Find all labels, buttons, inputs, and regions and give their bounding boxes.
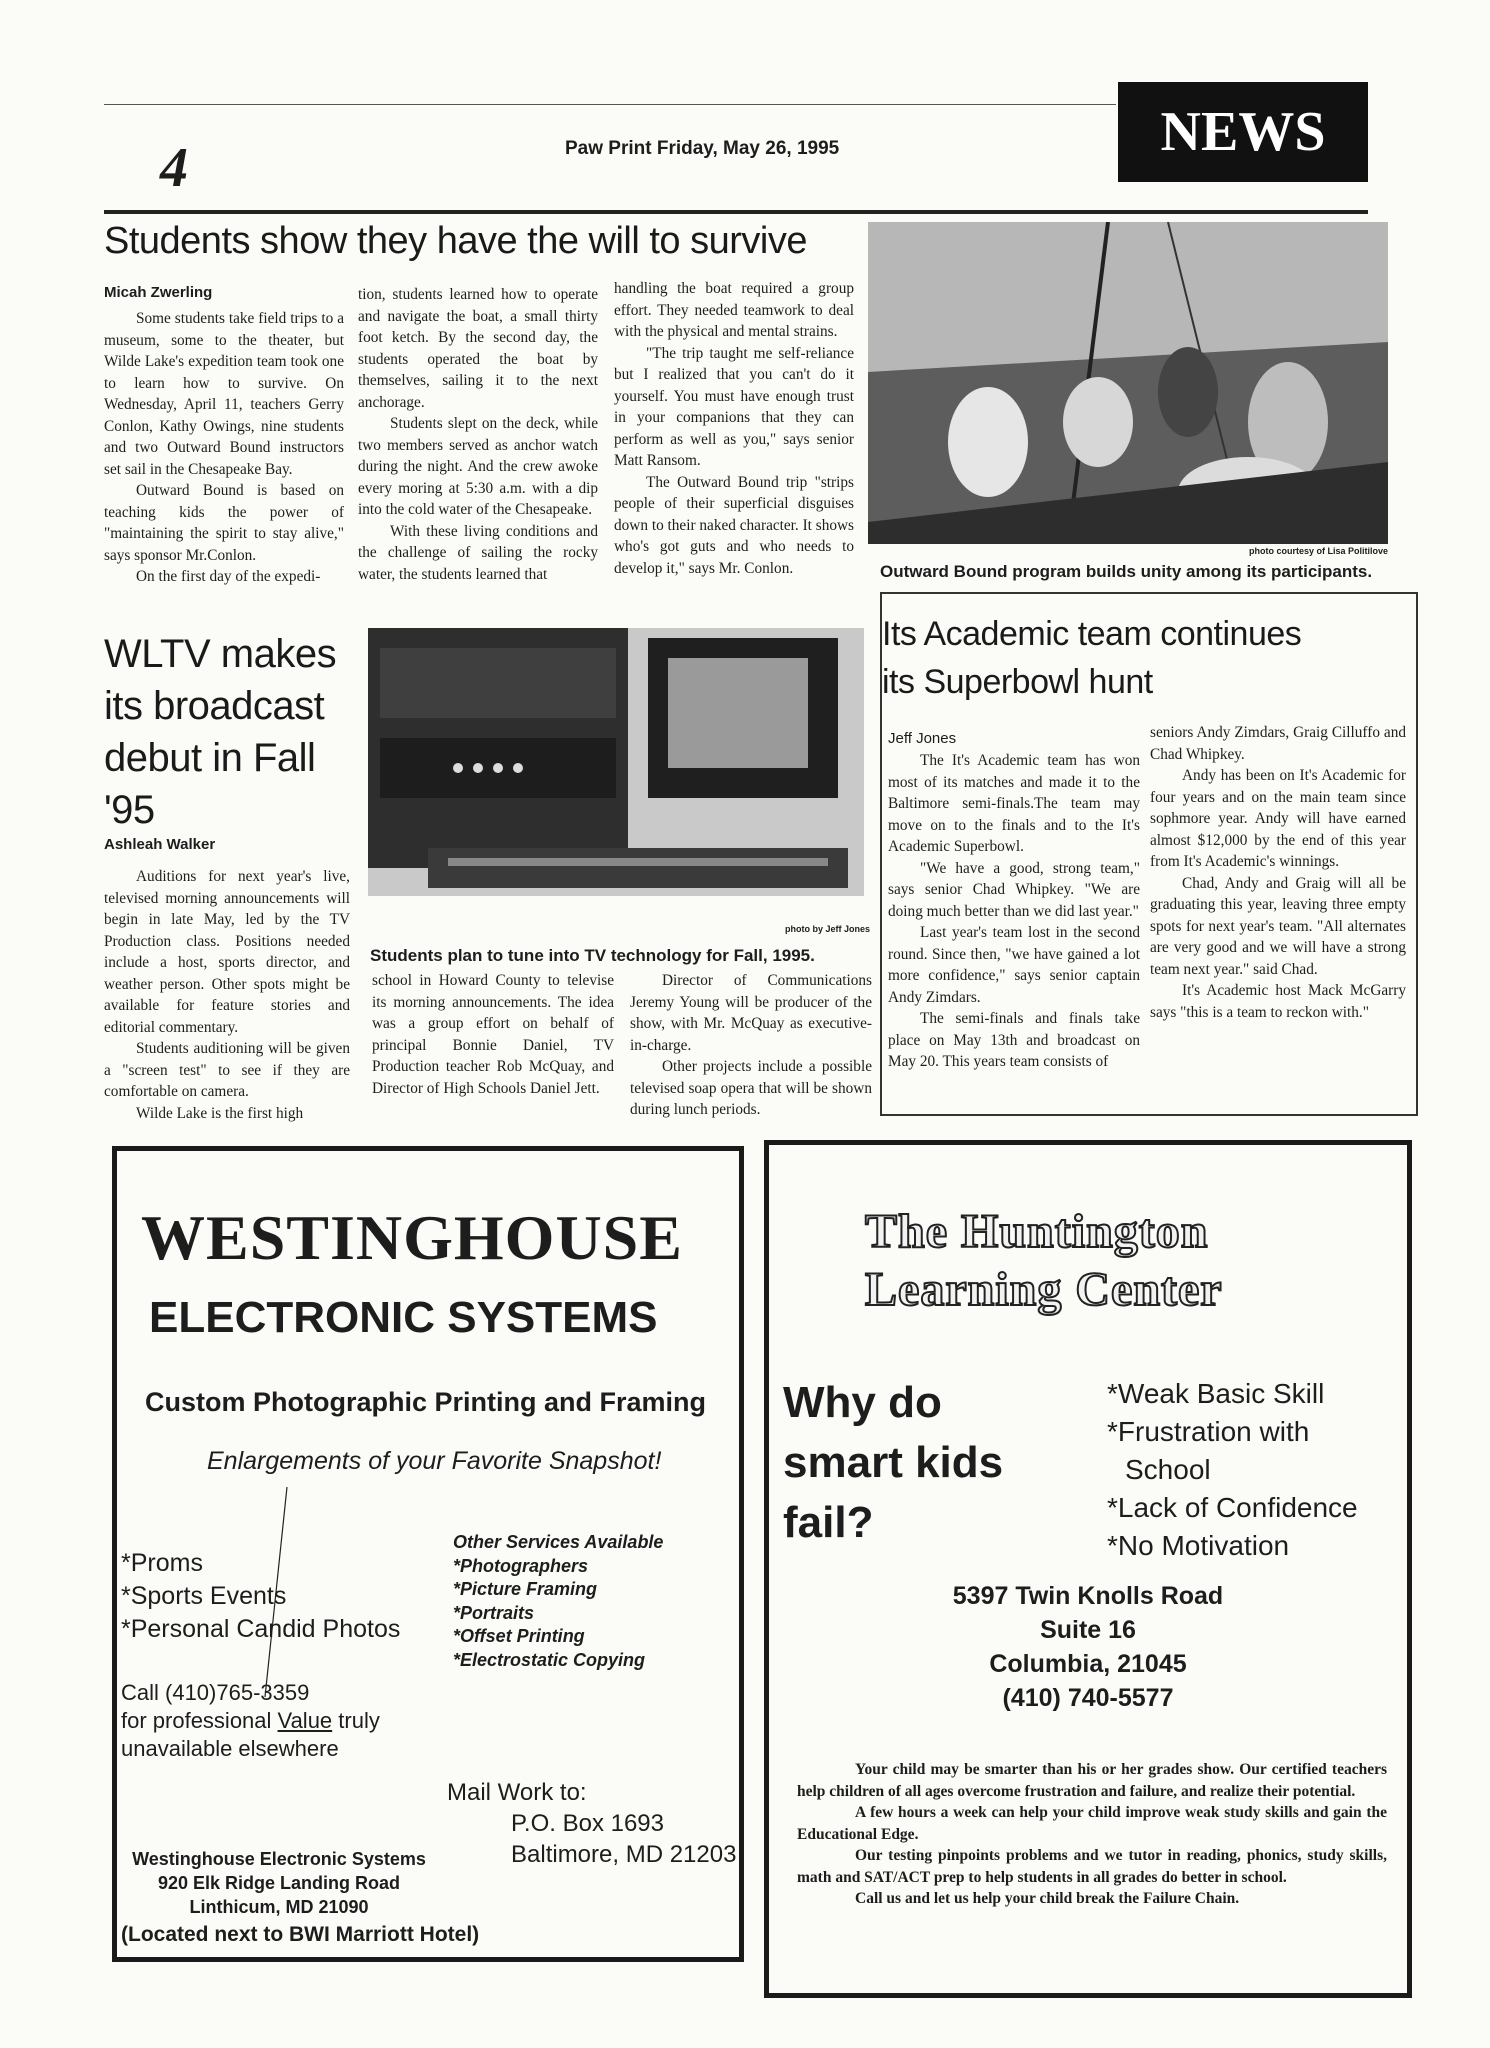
huntington-address xyxy=(769,1579,1407,1715)
westinghouse-mail xyxy=(447,1777,736,1870)
paragraph: "We have a good, strong team," says senior Chad Whipkey. "We are doing much better than we did last year." xyxy=(888,859,1140,920)
paragraph: With these living conditions and the challenge of sailing the rocky water, the students learned that xyxy=(358,522,598,583)
westinghouse-ad xyxy=(112,1146,744,1962)
story2-photo-credit: photo by Jeff Jones xyxy=(784,924,870,934)
address-line: Columbia, 21045 xyxy=(989,1650,1187,1678)
paragraph: Outward Bound is based on teaching kids the power of "maintaining the spirit to stay alive," says sponsor Mr.Conlon. xyxy=(104,482,344,564)
question-line: fail? xyxy=(783,1498,874,1547)
headline-line: WLTV makes xyxy=(104,632,337,676)
westinghouse-name: WESTINGHOUSE xyxy=(141,1202,683,1273)
question-line: smart kids xyxy=(783,1438,1004,1487)
huntington-ad xyxy=(764,1140,1412,1998)
other-service-item: *Electrostatic Copying xyxy=(453,1649,646,1670)
paragraph: Chad, Andy and Graig will all be graduating this year, leaving three empty spots for next year's team. "All alternates are very good and we will have a strong team next year." said Chad. xyxy=(1150,874,1406,978)
paragraph: Last year's team lost in the second round. Since then, "we have gained a lot more confidence," says senior captain Andy Zimdars. xyxy=(888,924,1140,1006)
westinghouse-services xyxy=(121,1547,400,1646)
paragraph: Your child may be smarter than his or her grades show. Our certified teachers help children of all ages overcome frustration and failure, and realize their potential. xyxy=(797,1761,1387,1800)
page-number: 4 xyxy=(160,137,188,199)
westinghouse-address xyxy=(129,1847,429,1919)
service-item: *Proms xyxy=(121,1549,203,1577)
paragraph: Auditions for next year's live, televised morning announcements will begin in late May, led by the TV Production class. Positions needed include a host, sports director, and weather person. Other spots might be available for feature stories and editorial commentary. xyxy=(104,868,350,1036)
westinghouse-tagline: Custom Photographic Printing and Framing xyxy=(145,1387,707,1417)
boat-photo-image xyxy=(868,222,1388,544)
other-services-title: Other Services Available xyxy=(453,1532,664,1552)
paragraph: The Outward Bound trip "strips people of their superficial disguises down to their naked character. It shows who's got guts and who needs to develop it," says Mr. Conlon. xyxy=(614,473,854,577)
story1-column-3 xyxy=(614,278,854,579)
story2-column-2 xyxy=(372,970,614,1099)
boat-photo xyxy=(868,222,1388,544)
story2-column-3 xyxy=(630,970,872,1121)
masthead: Paw Print Friday, May 26, 1995 xyxy=(565,138,840,159)
call-line-3: unavailable elsewhere xyxy=(121,1736,339,1761)
westinghouse-subname: ELECTRONIC SYSTEMS xyxy=(149,1293,658,1342)
story3-column-2 xyxy=(1150,722,1406,1023)
mail-label: Mail Work to: xyxy=(447,1779,587,1806)
other-service-item: *Portraits xyxy=(453,1602,535,1623)
story3-headline xyxy=(882,610,1301,706)
story2-caption: Students plan to tune into TV technology for Fall, 1995. xyxy=(370,946,815,965)
paragraph: "The trip taught me self-reliance but I realized that you can't do it yourself. You must have enough trust in your companions that they can perform as well as you," says senior Matt Ransom. xyxy=(614,344,854,469)
paragraph: school in Howard County to televise its morning announcements. The idea was a group effort on behalf of principal Bonnie Daniel, TV Production teacher Rob McQuay, and Director of High Schools Daniel Jett. xyxy=(372,972,614,1097)
headline-line: its broadcast xyxy=(104,684,325,728)
address-name: Westinghouse Electronic Systems xyxy=(132,1849,426,1869)
phone: (410) 740-5577 xyxy=(1002,1684,1174,1712)
story1-byline: Micah Zwerling xyxy=(104,284,213,301)
other-service-item: *Photographers xyxy=(453,1555,589,1576)
story2-byline: Ashleah Walker xyxy=(104,836,216,853)
mail-box: P.O. Box 1693 xyxy=(511,1810,664,1837)
headline-line: Its Academic team continues xyxy=(882,615,1302,653)
huntington-reasons xyxy=(1107,1375,1358,1565)
question-line: Why do xyxy=(783,1378,942,1427)
address-city: Linthicum, MD 21090 xyxy=(189,1897,369,1917)
paragraph: Director of Communications Jeremy Young will be producer of the show, with Mr. McQuay as executive-in-charge. xyxy=(630,972,872,1054)
story3-column-1 xyxy=(888,750,1140,1073)
story2-headline xyxy=(104,628,336,836)
reason-item: School xyxy=(1125,1454,1211,1485)
service-item: *Personal Candid Photos xyxy=(121,1615,401,1643)
reason-item: *No Motivation xyxy=(1107,1530,1290,1561)
westinghouse-call xyxy=(121,1679,380,1763)
paragraph: handling the boat required a group effort. They needed teamwork to deal with the physical and mental strains. xyxy=(614,280,854,340)
story1-headline: Students show they have the will to survive xyxy=(104,220,807,262)
paragraph: The It's Academic team has won most of its matches and made it to the Baltimore semi-finals.The team may move on to the finals and to the It's Academic Superbowl. xyxy=(888,752,1140,855)
paragraph: Other projects include a possible televised soap opera that will be shown during lunch periods. xyxy=(630,1058,872,1118)
headline-line: '95 xyxy=(104,788,155,832)
paragraph: Our testing pinpoints problems and we tutor in reading, phonics, study skills, math and SAT/ACT prep to help students in all grades do better in school. xyxy=(797,1847,1387,1886)
huntington-body xyxy=(797,1759,1387,1910)
address-line: 5397 Twin Knolls Road xyxy=(952,1582,1224,1610)
header-rule xyxy=(104,104,1116,105)
paragraph: Andy has been on It's Academic for four years and on the main team since sophmore year. Andy will have earned almost $12,000 by the end of this year from It's Academic's winnings. xyxy=(1150,767,1406,870)
reason-item: *Lack of Confidence xyxy=(1107,1492,1358,1523)
section-label: NEWS xyxy=(1118,82,1368,182)
call-line: Call (410)765-3359 xyxy=(121,1680,310,1705)
address-street: 920 Elk Ridge Landing Road xyxy=(157,1873,401,1893)
huntington-title xyxy=(865,1203,1223,1319)
paragraph: Some students take field trips to a museum, some to the theater, but Wilde Lake's expedition team took one to learn how to survive. On Wednesday, April 11, teachers Gerry Conlon, Kathy Owings, nine students and two Outward Bound instructors set sail in the Chesapeake Bay. xyxy=(104,310,344,478)
other-service-item: *Picture Framing xyxy=(453,1579,598,1599)
paragraph: Students auditioning will be given a "screen test" to see if they are comfortable on camera. xyxy=(104,1040,350,1100)
westinghouse-slogan: Enlargements of your Favorite Snapshot! xyxy=(207,1447,662,1475)
story1-column-1 xyxy=(104,308,344,588)
headline-line: debut in Fall xyxy=(104,736,316,780)
reason-item: *Weak Basic Skill xyxy=(1107,1378,1325,1409)
reason-item: *Frustration with xyxy=(1107,1416,1310,1447)
paragraph: seniors Andy Zimdars, Graig Cilluffo and Chad Whipkey. xyxy=(1150,724,1406,763)
story1-caption: Outward Bound program builds unity among its participants. xyxy=(880,562,1373,581)
headline-line: its Superbowl hunt xyxy=(882,663,1153,701)
westinghouse-location: (Located next to BWI Marriott Hotel) xyxy=(121,1923,480,1946)
story3-byline: Jeff Jones xyxy=(888,730,957,747)
mail-city: Baltimore, MD 21203 xyxy=(511,1841,737,1868)
paragraph: The semi-finals and finals take place on May 13th and broadcast on May 20. This years team consists of xyxy=(888,1010,1140,1070)
paragraph: Call us and let us help your child break the Failure Chain. xyxy=(855,1890,1240,1907)
paragraph: A few hours a week can help your child improve weak study skills and gain the Educational Edge. xyxy=(797,1804,1387,1843)
westinghouse-other-services xyxy=(453,1531,663,1672)
header-thick-rule xyxy=(104,210,1368,214)
huntington-question xyxy=(783,1373,1003,1553)
address-line: Suite 16 xyxy=(1040,1616,1136,1644)
call-line-2: for professional Value truly xyxy=(121,1708,380,1733)
story2-column-1 xyxy=(104,866,350,1124)
service-item: *Sports Events xyxy=(121,1582,287,1610)
paragraph: On the first day of the expedi- xyxy=(136,568,321,585)
title-line: The Huntington xyxy=(865,1205,1209,1258)
story1-photo-credit: photo courtesy of Lisa Politilove xyxy=(1248,546,1388,556)
paragraph: Students slept on the deck, while two members served as anchor watch during the night. And the crew awoke every moring at 5:30 a.m. with a dip into the cold water of the Chesapeake. xyxy=(358,415,598,518)
tv-equipment-photo xyxy=(368,628,864,896)
paragraph: It's Academic host Mack McGarry says "this is a team to reckon with." xyxy=(1150,982,1406,1021)
tv-equipment-image xyxy=(368,628,864,896)
title-line: Learning Center xyxy=(865,1263,1223,1316)
story1-column-2 xyxy=(358,284,598,585)
other-service-item: *Offset Printing xyxy=(453,1626,585,1646)
paragraph: Wilde Lake is the first high xyxy=(136,1104,304,1122)
paragraph: tion, students learned how to operate and navigate the boat, a small thirty foot ketch. By the second day, the students operated the boat by themselves, sailing it to the next anchorage. xyxy=(358,286,598,411)
